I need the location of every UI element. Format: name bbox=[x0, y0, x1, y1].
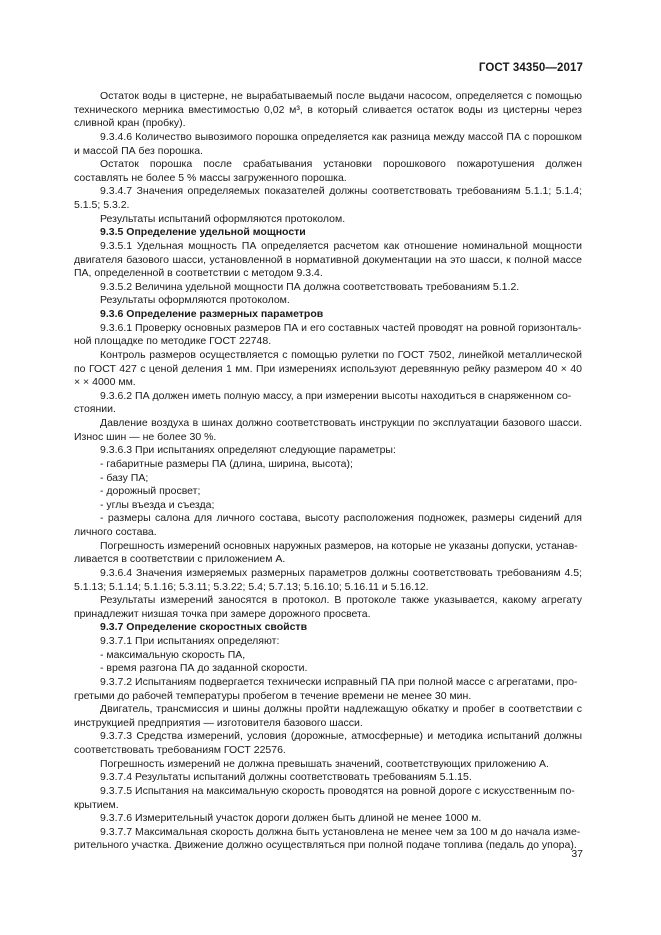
page-number: 37 bbox=[571, 848, 583, 860]
paragraph: 9.3.4.6 Количество вывозимого порошка определяется как разница между массой ПА с порошком и массой ПА без порошка. bbox=[74, 130, 582, 157]
paragraph: 9.3.6.4 Значения измеряемых размерных параметров должны соответствовать требованиям 4.5; 5.1.13; 5.1.14; 5.1.16; 5.3.11; 5.3.22; 5.4; 5.7.13; 5.16.10; 5.16.11 и 5.16.12. bbox=[74, 566, 582, 593]
paragraph: Двигатель, трансмиссия и шины должны пройти надлежащую обкатку и пробег в соответствии с инструкцией предприятия — изготовителя базового шасси. bbox=[74, 703, 582, 729]
paragraph: Результаты измерений заносятся в протокол. В протоколе также указывается, какому агрегату принадлежит низшая точка при замере дорожного просвета. bbox=[74, 594, 582, 620]
section-heading: 9.3.6 Определение размерных параметров bbox=[100, 308, 324, 320]
paragraph: - максимальную скорость ПА, bbox=[100, 648, 246, 661]
section-heading: 9.3.7 Определение скоростных свойств bbox=[100, 621, 308, 634]
paragraph: - базу ПА; bbox=[100, 471, 149, 484]
paragraph: 9.3.5.2 Величина удельной мощности ПА должна соответствовать требованиям 5.1.2. bbox=[100, 280, 520, 293]
paragraph: Результаты оформляются протоколом. bbox=[100, 294, 290, 307]
paragraph: 9.3.5.1 Удельная мощность ПА определяется расчетом как отношение номинальной мощности двигателя базового шасси, установленной в нормативной документации на это шасси, к полной массе ПА, определенной в соответствии с методом 9.3.4. bbox=[74, 239, 582, 280]
document-body bbox=[74, 90, 582, 853]
paragraph: 9.3.6.2 ПА должен иметь полную массу, а при измерении высоты находиться в снаряженном со- стоянии. bbox=[74, 389, 572, 416]
paragraph: 9.3.4.7 Значения определяемых показателей должны соответствовать требованиям 5.1.1; 5.1.4; 5.1.5; 5.3.2. bbox=[74, 185, 582, 211]
paragraph: - время разгона ПА до заданной скорости. bbox=[100, 662, 308, 675]
paragraph: 9.3.7.1 При испытаниях определяют: bbox=[100, 635, 280, 647]
paragraph: 9.3.7.3 Средства измерений, условия (дорожные, атмосферные) и методика испытаний должны соответствовать требованиям ГОСТ 22576. bbox=[74, 730, 582, 756]
paragraph: - углы въезда и съезда; bbox=[100, 498, 215, 511]
paragraph: Погрешность измерений основных наружных размеров, на которые не указаны допуски, устанав- ливается в соответствии с приложением А. bbox=[74, 539, 578, 566]
paragraph: 9.3.6.3 При испытаниях определяют следующие параметры: bbox=[100, 444, 396, 457]
paragraph: Остаток воды в цистерне, не вырабатываемый после выдачи насосом, определяется с помощью технического мерника вместимостью 0,02 м³, в который сливается остаток воды из цистерны через сливной кран (пробку). bbox=[74, 90, 582, 130]
paragraph: - размеры салона для личного состава, высоту расположения подножек, размеры сидений для личного состава. bbox=[74, 512, 582, 538]
paragraph: 9.3.7.4 Результаты испытаний должны соответствовать требованиям 5.1.15. bbox=[100, 771, 472, 784]
paragraph: 9.3.7.5 Испытания на максимальную скорость проводятся на ровной дороге с искусственным по- крытием. bbox=[74, 784, 575, 811]
paragraph: - дорожный просвет; bbox=[100, 485, 201, 498]
paragraph: Остаток порошка после срабатывания установки порошкового пожаротушения должен составлять не более 5 % массы загруженного порошка. bbox=[74, 158, 582, 184]
paragraph: Результаты испытаний оформляются протоколом. bbox=[100, 212, 346, 225]
paragraph: 9.3.7.2 Испытаниям подвергается технически исправный ПА при полной массе с агрегатами, про- гретыми до рабочей температуры пробегом в течение времени не менее 30 мин. bbox=[74, 675, 578, 702]
section-heading: 9.3.5 Определение удельной мощности bbox=[100, 226, 306, 239]
paragraph: Давление воздуха в шинах должно соответствовать инструкции по эксплуатации базового шасси. Износ шин — не более 30 %. bbox=[74, 417, 582, 443]
paragraph: Погрешность измерений не должна превышать значений, соответствующих приложению А. bbox=[100, 757, 549, 770]
paragraph: 9.3.7.7 Максимальная скорость должна быть установлена не менее чем за 100 м до начала изме- рительного участка. Движение должно осуществляться при полной подаче топлива (педаль до упора). bbox=[74, 825, 581, 852]
document-header: ГОСТ 34350—2017 bbox=[478, 62, 583, 74]
paragraph: 9.3.7.6 Измерительный участок дороги должен быть длиной не менее 1000 м. bbox=[100, 812, 482, 825]
paragraph: Контроль размеров осуществляется с помощью рулетки по ГОСТ 7502, линейкой металлической по ГОСТ 427 с ценой деления 1 мм. При измерениях используют деревянную рейку размером 40 × 40 × × 4000 мм. bbox=[74, 348, 582, 389]
paragraph: 9.3.6.1 Проверку основных размеров ПА и его составных частей проводят на ровной горизонталь- ной площадке по методике ГОСТ 22748. bbox=[74, 321, 582, 348]
paragraph: - габаритные размеры ПА (длина, ширина, высота); bbox=[100, 457, 353, 470]
